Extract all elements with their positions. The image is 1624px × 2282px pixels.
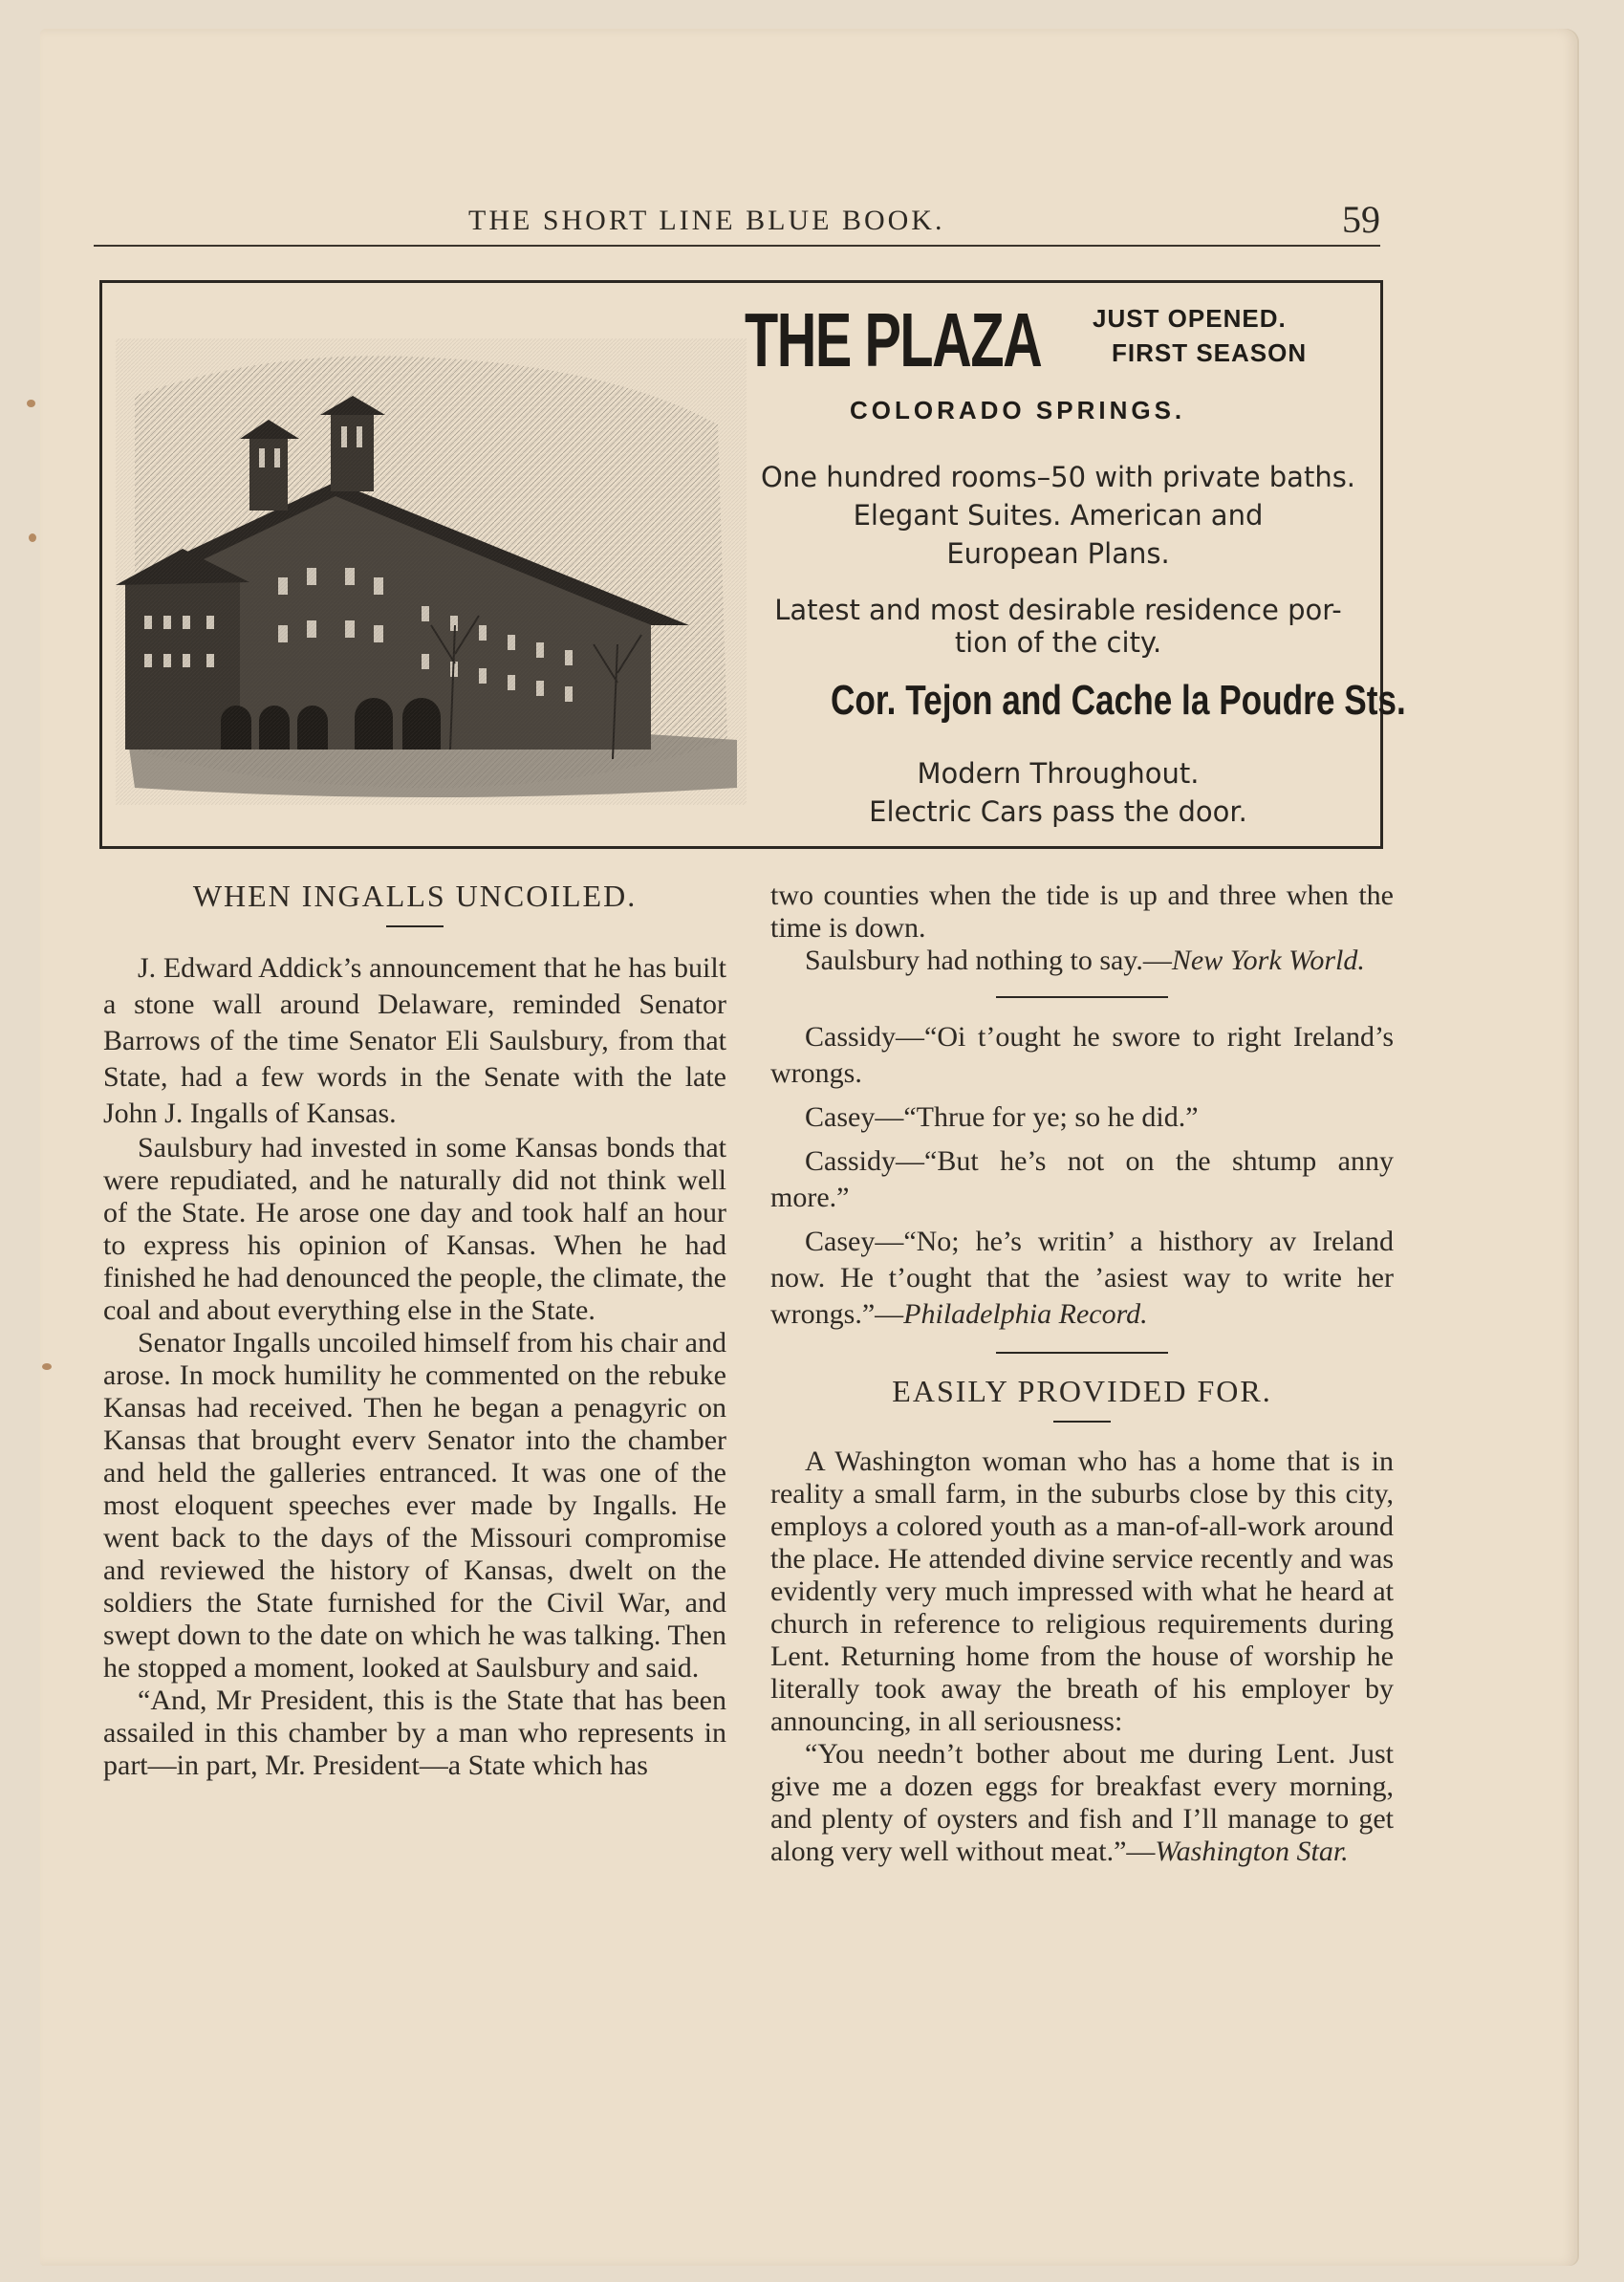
article-paragraph: A Washington woman who has a home that is in reality a small farm, in the suburbs close by this city, employs a colored youth as a man-of-all-work around the place. He attended divine service recently and was evidently very much impressed with what he heard at church in reference to religious requirements during Lent. Returning home from the house of worship he literally took away the breath of his employer by announcing, in all seriousness: <box>770 1445 1394 1737</box>
dialogue-line: Cassidy—“Oi t’ought he swore to right Ireland’s wrongs. <box>770 1021 1394 1089</box>
rooms-line: One hundred rooms–50 with private baths. <box>760 461 1356 493</box>
just-opened-label: JUST OPENED. <box>1093 304 1287 333</box>
dialogue-line <box>770 1224 1394 1333</box>
article-attribution-paragraph <box>770 945 1394 977</box>
article-paragraph-continued: two counties when the tide is up and three when the time is down. <box>770 880 1394 944</box>
suites-line: Elegant Suites. American and <box>853 499 1264 532</box>
left-column <box>103 880 726 1782</box>
plans-line: European Plans. <box>946 537 1170 570</box>
right-column <box>770 880 1394 1868</box>
residence-line-2: tion of the city. <box>954 626 1162 659</box>
modern-line: Modern Throughout. <box>917 757 1200 790</box>
article-paragraph: “And, Mr President, this is the State that has been assailed in this chamber by a man who represents in part—in part, Mr. President—a State which has <box>103 1684 726 1781</box>
section-rule <box>996 1352 1168 1354</box>
running-title: THE SHORT LINE BLUE BOOK. <box>468 205 945 236</box>
stain-mark <box>42 1363 52 1370</box>
source-washington-star: Washington Star. <box>1155 1836 1349 1867</box>
article-heading-ingalls: WHEN INGALLS UNCOILED. <box>192 879 638 913</box>
hotel-address: Cor. Tejon and Cache la Poudre Sts. <box>831 677 1406 724</box>
electric-cars-line: Electric Cars pass the door. <box>869 795 1247 828</box>
hotel-advertisement <box>99 280 1406 849</box>
dialogue-text: Casey—“No; he’s writin’ a histhory av Ireland now. He t’ought that the ’asiest way to write her wrongs.”— <box>770 1226 1394 1330</box>
article-paragraph: J. Edward Addick’s announcement that he has built a stone wall around Delaware, reminded Senator Barrows of the time Senator Eli Saulsbury, from that State, had a few words in the Senate with the late John J. Ingalls of Kansas. <box>103 952 726 1129</box>
source-new-york-world: New York World. <box>1171 945 1365 976</box>
article-paragraph: Senator Ingalls uncoiled himself from his chair and arose. In mock humility he commented on the rebuke Kansas had received. Then he began a penagyric on Kansas that brought everv Senator into the chamber and held the galleries entranced. It was one of the most eloquent speeches ever made by Ingalls. He went back to the days of the Missouri compromise and reviewed the history of Kansas, dwelt on the soldiers the State furnished for the Civil War, and swept down to the date on which he was talking. Then he stopped a moment, looked at Saulsbury and said. <box>103 1327 726 1684</box>
dialogue-line: Casey—“Thrue for ye; so he did.” <box>805 1101 1199 1133</box>
attribution-text: Saulsbury had nothing to say.— <box>805 945 1172 976</box>
dialogue-piece <box>770 1019 1394 1333</box>
source-philadelphia-record: Philadelphia Record. <box>903 1298 1148 1330</box>
section-rule <box>996 996 1168 998</box>
article-paragraph <box>770 1738 1394 1868</box>
hotel-name: THE PLAZA <box>745 297 1042 382</box>
page-header <box>94 199 1380 247</box>
city-label: COLORADO SPRINGS. <box>850 396 1186 424</box>
stain-mark <box>29 533 36 542</box>
stain-mark <box>27 400 35 407</box>
article-heading-easily-provided: EASILY PROVIDED FOR. <box>892 1374 1272 1408</box>
heading-rule <box>386 925 444 927</box>
heading-rule <box>1053 1421 1111 1423</box>
dialogue-line: Cassidy—“But he’s not on the shtump anny more.” <box>770 1145 1394 1213</box>
residence-line-1: Latest and most desirable residence por- <box>774 594 1342 626</box>
first-season-label: FIRST SEASON <box>1112 338 1308 367</box>
article-paragraph: Saulsbury had invested in some Kansas bonds that were repudiated, and he naturally did not think well of the State. He arose one day and took half an hour to express his opinion of Kansas. When he had finished he had denounced the people, the climate, the coal and about everything else in the State. <box>103 1132 726 1326</box>
hotel-building-illustration <box>116 338 747 805</box>
quote-text: “You needn’t bother about me during Lent. Just give me a dozen eggs for breakfast every morning, and plenty of oysters and fish and I’ll manage to get along very well without meat.”— <box>770 1738 1394 1867</box>
page-number: 59 <box>1342 198 1380 241</box>
